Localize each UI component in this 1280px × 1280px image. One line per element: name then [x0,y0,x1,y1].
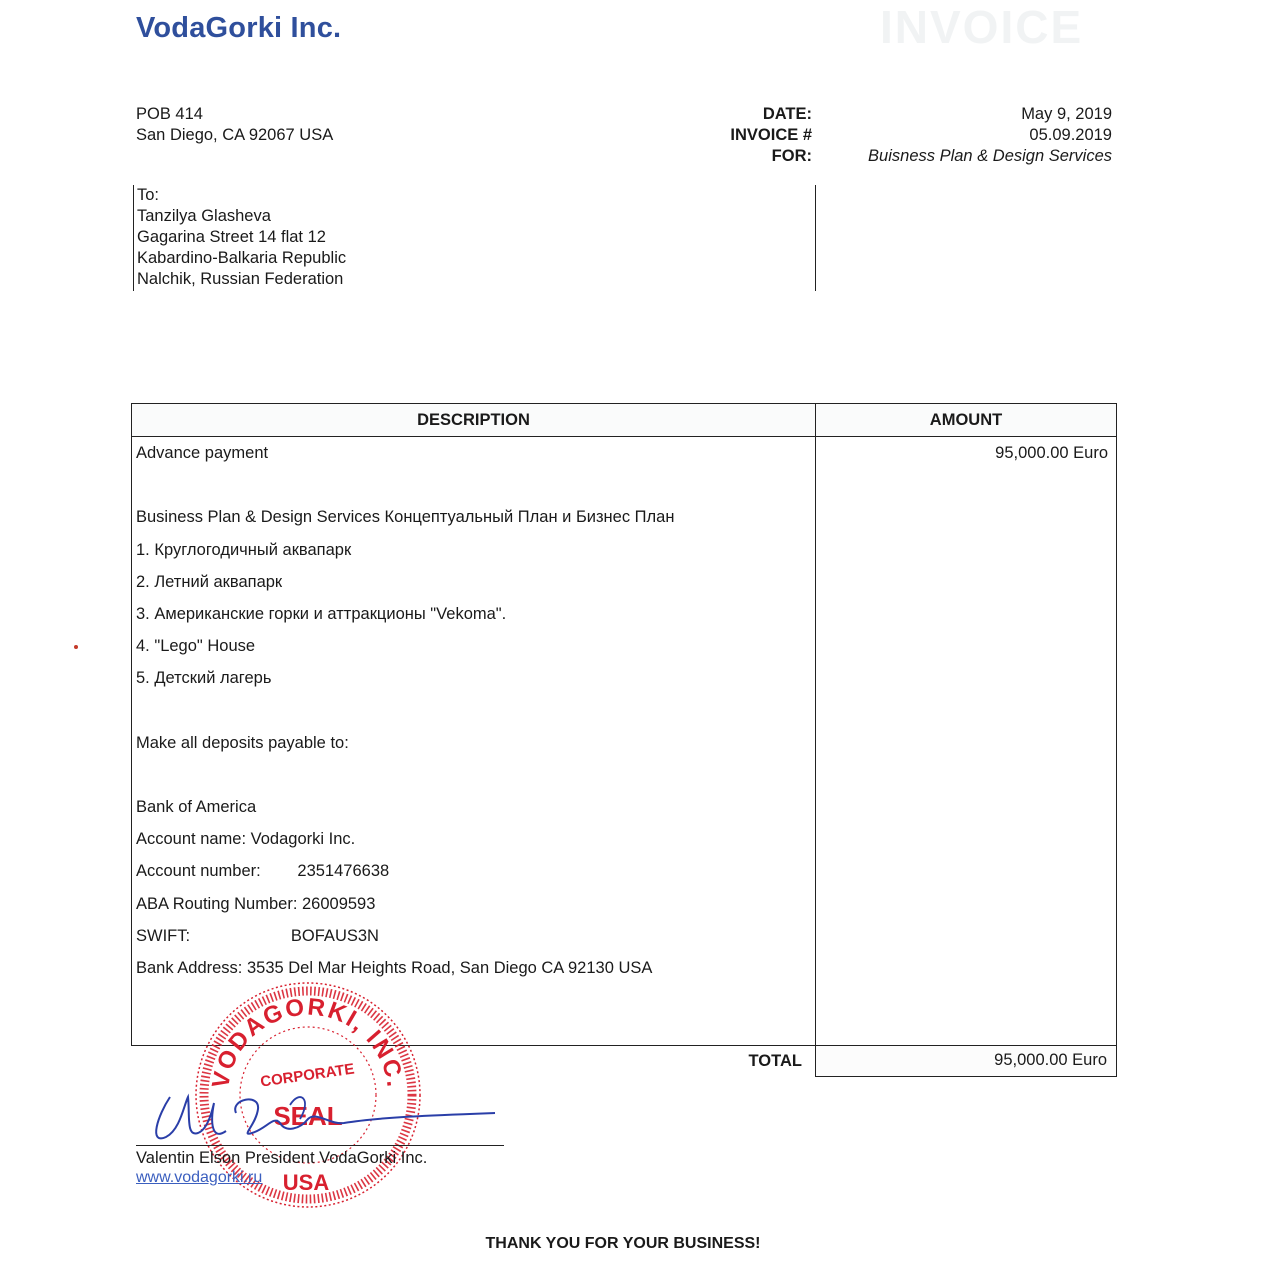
description-line [136,473,811,505]
sender-address [136,104,333,146]
seal-country-text: USA [282,1170,330,1195]
table-header [132,404,1116,437]
invoice-number-label: INVOICE # [730,126,812,144]
description-line [136,763,811,795]
date-value: May 9, 2019 [1021,105,1112,123]
total-label: TOTAL [748,1052,802,1070]
description-line: Account name: Vodagorki Inc. [136,830,356,849]
amount-header: AMOUNT [929,411,1003,429]
description-line: SWIFT: BOFAUS3N [136,926,379,945]
handwritten-signature [140,1075,500,1155]
seal-corporate-text: CORPORATE [259,1060,356,1091]
description-line: Bank Address: 3535 Del Mar Heights Road, San Diego CA 92130 USA [136,959,653,977]
meta-values [830,104,1112,167]
amount-value: 95,000.00 Euro [995,444,1108,462]
to-label: To: [137,186,160,204]
signature-line [136,1145,504,1146]
description-header: DESCRIPTION [417,411,530,429]
thank-you-note: THANK YOU FOR YOUR BUSINESS! [485,1235,761,1252]
meta-labels [690,104,812,167]
seal-word-text: SEAL [273,1101,343,1131]
ink-speck [74,645,78,649]
company-name: VodaGorki Inc. [136,12,342,44]
recipient-street: Gagarina Street 14 flat 12 [137,228,326,246]
description-line: Advance payment [136,444,269,462]
invoice-title: INVOICE [880,1,1084,53]
description-line: 5. Детский лагерь [136,669,272,688]
description-line: 1. Круглогодичный аквапарк [136,540,352,559]
description-line: Business Plan & Design Services Концептуальный План и Бизнес План [136,508,675,527]
for-label: FOR: [771,147,812,165]
date-label: DATE: [762,105,812,123]
description-line: Bank of America [136,798,257,817]
sender-address-line1: POB 414 [136,105,203,123]
recipient-divider [815,185,816,291]
description-line: 3. Американские горки и аттракционы "Vekoma". [136,604,507,623]
recipient-region: Kabardino-Balkaria Republic [137,249,347,267]
description-line [136,699,811,731]
description-line: Account number: 2351476638 [136,862,390,881]
column-divider [815,404,816,1045]
recipient-city: Nalchik, Russian Federation [137,270,344,288]
invoice-table [131,403,1117,1046]
for-value: Buisness Plan & Design Services [868,147,1112,165]
description-lines [136,441,811,988]
invoice-number-value: 05.09.2019 [1029,126,1112,144]
description-line: Make all deposits payable to: [136,733,349,752]
description-line: ABA Routing Number: 26009593 [136,894,376,913]
description-line: 4. "Lego" House [136,637,256,656]
signer-name: Valentin Elson President VodaGorki Inc. [136,1149,428,1167]
sender-address-line2: San Diego, CA 92067 USA [136,126,334,144]
seal-ring-text: VODAGORKI, INC. [207,993,409,1091]
recipient-name: Tanzilya Glasheva [137,207,271,225]
recipient-block [133,185,346,291]
description-line: 2. Летний аквапарк [136,572,283,591]
website-link[interactable]: www.vodagorki.ru [136,1169,263,1186]
total-value: 95,000.00 Euro [815,1046,1117,1077]
